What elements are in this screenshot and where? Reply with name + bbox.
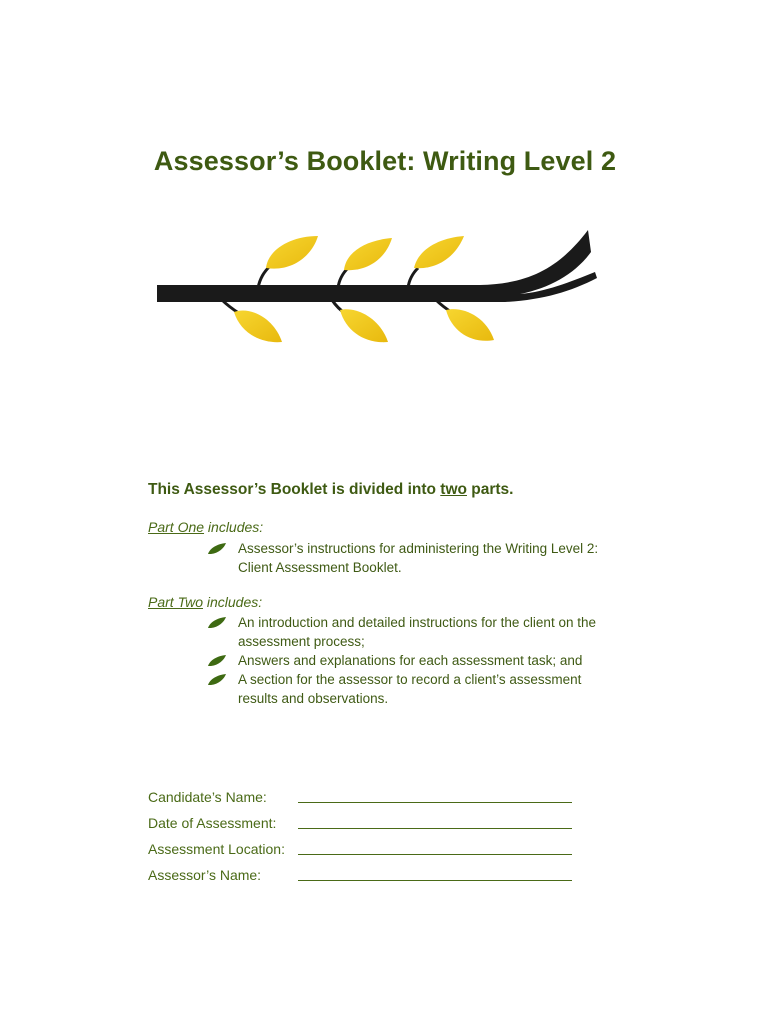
leaf-upper-2 [344, 238, 392, 270]
field-underline[interactable] [298, 854, 572, 855]
leaf-bullet-icon [207, 542, 227, 555]
intro-text: This Assessor’s Booklet is divided into [148, 481, 441, 498]
part-two-item-text: Answers and explanations for each assessment task; and [238, 653, 583, 668]
part-one-suffix: includes: [204, 519, 264, 535]
field-label: Assessment Location: [148, 841, 285, 857]
leaf-lower-2 [340, 309, 388, 342]
booklet-title: Assessor’s Booklet: Writing Level 2 [153, 146, 617, 176]
assessment-location-field[interactable] [148, 841, 578, 861]
part-one-heading [148, 519, 263, 535]
part-two-label: Part Two [148, 594, 203, 610]
part-one-item [238, 539, 618, 577]
field-label: Date of Assessment: [148, 815, 277, 831]
part-two-item-text: A section for the assessor to record a client’s assessment results and observations. [238, 672, 582, 706]
assessment-date-field[interactable] [148, 815, 578, 835]
intro-emphasis: two [440, 481, 467, 498]
part-two-item [238, 613, 618, 651]
part-two-item [238, 670, 618, 708]
field-label: Assessor’s Name: [148, 867, 262, 883]
leaf-lower-1 [234, 310, 282, 342]
assessor-name-field[interactable] [148, 867, 578, 887]
leaf-upper-3 [414, 236, 464, 268]
leaf-bullet-icon [207, 673, 227, 686]
intro-text-end: parts. [466, 481, 514, 498]
part-two-heading [148, 594, 262, 610]
field-label: Candidate’s Name: [148, 789, 267, 805]
field-underline[interactable] [298, 802, 572, 803]
field-underline[interactable] [298, 828, 572, 829]
lower-leaves [234, 309, 494, 342]
branch-with-leaves-illustration [150, 222, 610, 352]
part-one-item-text: Assessor’s instructions for administering the Writing Level 2: Client Assessment Booklet. [238, 541, 599, 575]
part-two-item-text: An introduction and detailed instructions for the client on the assessment process; [238, 615, 596, 649]
part-two-item [238, 651, 618, 670]
candidate-name-field[interactable] [148, 789, 578, 809]
leaf-upper-1 [266, 236, 318, 269]
leaf-lower-3 [446, 309, 494, 341]
upper-leaves [266, 236, 464, 270]
part-one-label: Part One [148, 519, 205, 535]
field-underline[interactable] [298, 880, 572, 881]
leaf-bullet-icon [207, 654, 227, 667]
leaf-bullet-icon [207, 616, 227, 629]
booklet-intro [148, 481, 513, 499]
part-two-suffix: includes: [202, 594, 263, 610]
